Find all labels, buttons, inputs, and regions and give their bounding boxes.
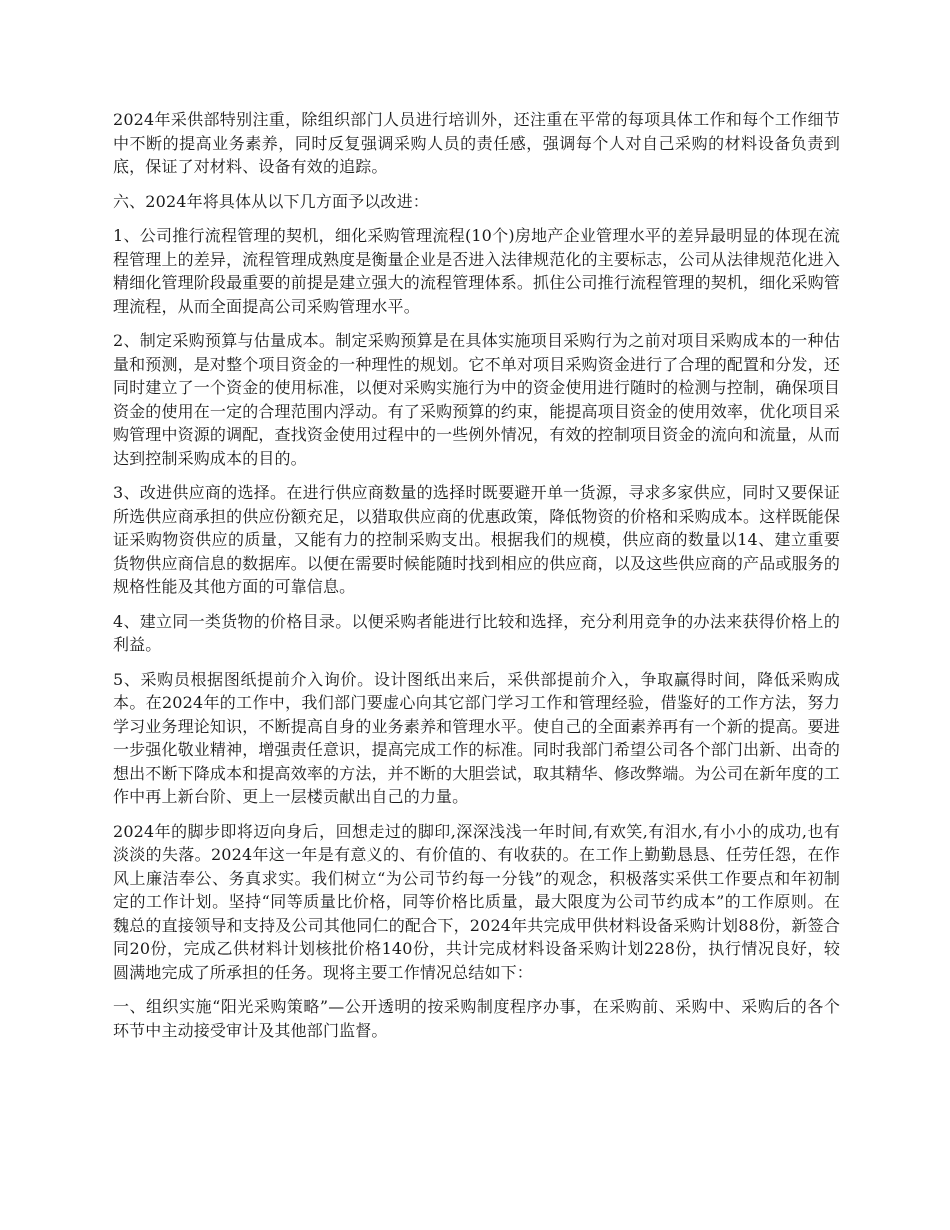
paragraph-item-1: 1、公司推行流程管理的契机，细化采购管理流程(10个)房地产企业管理水平的差异最明显的体现在流程管理上的差异，流程管理成熟度是衡量企业是否进入法律规范化的主要标志，公司从法律规范化进入精细化管理阶段最重要的前提是建立强大的流程管理体系。抓住公司推行流程管理的契机，细化采购管理流程，从而全面提高公司采购管理水平。 xyxy=(113,226,840,316)
paragraph-improvement-heading: 六、2024年将具体从以下几方面予以改进： xyxy=(113,191,429,211)
paragraph-item-5: 5、采购员根据图纸提前介入询价。设计图纸出来后，采供部提前介入，争取赢得时间，降低采购成本。在2024年的工作中，我们部门要虚心向其它部门学习工作和管理经验，借鉴好的工作方法，努力学习业务理论知识，不断提高自身的业务素养和管理水平。使自己的全面素养再有一个新的提高。要进一步强化敬业精神，增强责任意识，提高完成工作的标准。同时我部门希望公司各个部门出新、出奇的想出不断下降成本和提高效率的方法，并不断的大胆尝试，取其精华、修改弊端。为公司在新年度的工作中再上新台阶、更上一层楼贡献出自己的力量。 xyxy=(113,669,840,806)
paragraph-training: 2024年采供部特别注重，除组织部门人员进行培训外，还注重在平常的每项具体工作和每个工作细节中不断的提高业务素养，同时反复强调采购人员的责任感，强调每个人对自己采购的材料设备负责到底，保证了对材料、设备有效的追踪。 xyxy=(113,110,840,176)
paragraph-item-3: 3、改进供应商的选择。在进行供应商数量的选择时既要避开单一货源，寻求多家供应，同时又要保证所选供应商承担的供应份额充足，以猎取供应商的优惠政策，降低物资的价格和采购成本。这样既能保证采购物资供应的质量，又能有力的控制采购支出。根据我们的规模，供应商的数量以14、建立重要货物供应商信息的数据库。以便在需要时候能随时找到相应的供应商，以及这些供应商的产品或服务的规格性能及其他方面的可靠信息。 xyxy=(113,483,840,596)
paragraph-year-summary: 2024年的脚步即将迈向身后，回想走过的脚印,深深浅浅一年时间,有欢笑,有泪水,有小小的成功,也有淡淡的失落。2024年这一年是有意义的、有价值的、有收获的。在工作上勤勤恳恳、任劳任怨，在作风上廉洁奉公、务真求实。我们树立“为公司节约每一分钱”的观念，积极落实采供工作要点和年初制定的工作计划。坚持“同等质量比价格，同等价格比质量，最大限度为公司节约成本”的工作原则。在魏总的直接领导和支持及公司其他同仁的配合下，2024年共完成甲供材料设备采购计划88份，新签合同20份，完成乙供材料计划核批价格140份，共计完成材料设备采购计划228份，执行情况良好，较圆满地完成了所承担的任务。现将主要工作情况总结如下： xyxy=(113,821,840,982)
paragraph-item-2: 2、制定采购预算与估量成本。制定采购预算是在具体实施项目采购行为之前对项目采购成本的一种估量和预测，是对整个项目资金的一种理性的规划。它不单对项目采购资金进行了合理的配置和分发，还同时建立了一个资金的使用标准，以便对采购实施行为中的资金使用进行随时的检测与控制，确保项目资金的使用在一定的合理范围内浮动。有了采购预算的约束，能提高项目资金的使用效率，优化项目采购管理中资源的调配，查找资金使用过程中的一些例外情况，有效的控制项目资金的流向和流量，从而达到控制采购成本的目的。 xyxy=(113,331,840,468)
document-body xyxy=(113,108,840,1053)
paragraph-section-1: 一、组织实施“阳光采购策略”—公开透明的按采购制度程序办事，在采购前、采购中、采购后的各个环节中主动接受审计及其他部门监督。 xyxy=(113,997,840,1040)
paragraph-item-4: 4、建立同一类货物的价格目录。以便采购者能进行比较和选择，充分利用竞争的办法来获得价格上的利益。 xyxy=(113,611,840,654)
